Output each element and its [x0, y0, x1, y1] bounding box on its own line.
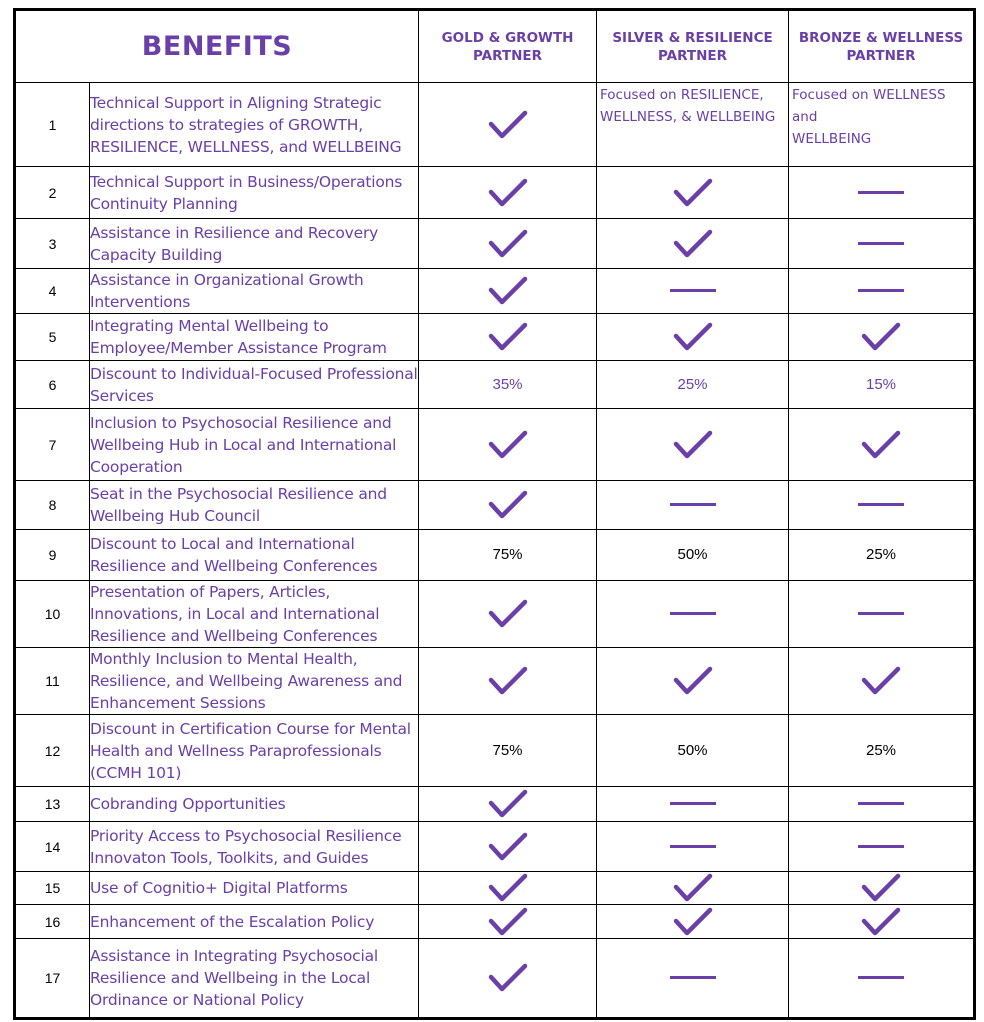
cell-gold [419, 314, 597, 361]
cell-bronze [789, 939, 975, 1019]
row-number: 1 [15, 83, 90, 167]
check-icon [861, 429, 901, 461]
cell-silver [597, 530, 789, 581]
row-number: 10 [15, 581, 90, 648]
cell-gold [419, 787, 597, 822]
benefit-label: Integrating Mental Wellbeing to Employee/Member Assistance Program [90, 314, 419, 361]
discount-value: 35% [492, 375, 523, 393]
benefits-body [15, 83, 975, 1019]
tier-silver-header: SILVER & RESILIENCE PARTNER [597, 10, 789, 83]
cell-bronze [789, 481, 975, 530]
discount-value: 50% [677, 741, 708, 759]
cell-silver [597, 167, 789, 219]
row-number: 5 [15, 314, 90, 361]
table-row [15, 83, 975, 167]
check-icon [673, 228, 713, 260]
benefit-label: Use of Cognitio+ Digital Platforms [90, 872, 419, 905]
dash-icon [670, 802, 716, 805]
row-number: 14 [15, 822, 90, 872]
discount-value: 75% [492, 741, 523, 759]
cell-silver [597, 648, 789, 715]
benefit-label: Discount in Certification Course for Mental Health and Wellness Paraprofessionals (CCMH 101) [90, 715, 419, 787]
check-icon [488, 275, 528, 307]
discount-value: 25% [866, 546, 897, 563]
check-icon [673, 872, 713, 904]
cell-gold [419, 530, 597, 581]
check-icon [861, 321, 901, 353]
benefit-label: Discount to Local and International Resilience and Wellbeing Conferences [90, 530, 419, 581]
cell-silver [597, 219, 789, 269]
benefit-label: Priority Access to Psychosocial Resilience Innovaton Tools, Toolkits, and Guides [90, 822, 419, 872]
cell-bronze [789, 822, 975, 872]
benefit-label: Technical Support in Business/Operations Continuity Planning [90, 167, 419, 219]
row-number: 2 [15, 167, 90, 219]
benefit-label: Technical Support in Aligning Strategic directions to strategies of GROWTH, RESILIENCE, WELLNESS, and WELLBEING [90, 83, 419, 167]
benefit-label: Seat in the Psychosocial Resilience and Wellbeing Hub Council [90, 481, 419, 530]
cell-gold [419, 939, 597, 1019]
table-row [15, 715, 975, 787]
cell-gold [419, 905, 597, 939]
dash-icon [858, 802, 904, 805]
cell-silver [597, 269, 789, 314]
dash-icon [670, 289, 716, 292]
dash-icon [858, 612, 904, 615]
cell-bronze [789, 581, 975, 648]
check-icon [488, 429, 528, 461]
table-row [15, 314, 975, 361]
cell-bronze [789, 715, 975, 787]
check-icon [861, 906, 901, 938]
check-icon [488, 177, 528, 209]
dash-icon [670, 976, 716, 979]
row-number: 16 [15, 905, 90, 939]
check-icon [488, 665, 528, 697]
row-number: 8 [15, 481, 90, 530]
row-number: 4 [15, 269, 90, 314]
check-icon [488, 962, 528, 994]
table-row [15, 269, 975, 314]
cell-bronze [789, 530, 975, 581]
dash-icon [670, 612, 716, 615]
cell-gold [419, 822, 597, 872]
table-row [15, 409, 975, 481]
check-icon [488, 788, 528, 820]
table-row [15, 648, 975, 715]
check-icon [673, 321, 713, 353]
discount-value: 50% [677, 546, 708, 563]
cell-gold [419, 581, 597, 648]
cell-silver [597, 361, 789, 409]
dash-icon [858, 503, 904, 506]
benefit-label: Enhancement of the Escalation Policy [90, 905, 419, 939]
dash-icon [858, 242, 904, 245]
row-number: 12 [15, 715, 90, 787]
focus-note: Focused on RESILIENCE, WELLNESS, & WELLBEING [600, 87, 776, 125]
dash-icon [858, 191, 904, 194]
check-icon [488, 321, 528, 353]
row-number: 11 [15, 648, 90, 715]
row-number: 13 [15, 787, 90, 822]
table-row [15, 872, 975, 905]
cell-gold [419, 219, 597, 269]
row-number: 7 [15, 409, 90, 481]
benefit-label: Cobranding Opportunities [90, 787, 419, 822]
cell-silver [597, 314, 789, 361]
discount-value: 15% [866, 375, 897, 393]
discount-value: 25% [677, 375, 708, 393]
cell-bronze [789, 409, 975, 481]
cell-silver [597, 481, 789, 530]
benefit-label: Presentation of Papers, Articles, Innovations, in Local and International Resilience and Wellbeing Conferences [90, 581, 419, 648]
row-number: 9 [15, 530, 90, 581]
benefit-label: Monthly Inclusion to Mental Health, Resilience, and Wellbeing Awareness and Enhancement Sessions [90, 648, 419, 715]
benefit-label: Inclusion to Psychosocial Resilience and Wellbeing Hub in Local and International Cooperation [90, 409, 419, 481]
dash-icon [670, 503, 716, 506]
page-title: BENEFITS [141, 31, 293, 62]
discount-value: 25% [866, 741, 897, 759]
table-row [15, 530, 975, 581]
cell-silver [597, 409, 789, 481]
cell-gold [419, 715, 597, 787]
focus-note: Focused on WELLNESS and WELLBEING [792, 87, 946, 147]
cell-bronze [789, 269, 975, 314]
dash-icon [858, 845, 904, 848]
benefit-label: Assistance in Organizational Growth Interventions [90, 269, 419, 314]
table-row [15, 361, 975, 409]
check-icon [673, 665, 713, 697]
check-icon [488, 831, 528, 863]
table-row [15, 581, 975, 648]
cell-gold [419, 648, 597, 715]
cell-bronze [789, 872, 975, 905]
check-icon [488, 228, 528, 260]
benefit-label: Discount to Individual-Focused Professional Services [90, 361, 419, 409]
table-row [15, 167, 975, 219]
table-row [15, 219, 975, 269]
table-row [15, 822, 975, 872]
cell-gold [419, 361, 597, 409]
cell-bronze [789, 219, 975, 269]
row-number: 3 [15, 219, 90, 269]
table-row [15, 787, 975, 822]
cell-silver [597, 872, 789, 905]
table-row [15, 939, 975, 1019]
cell-bronze [789, 648, 975, 715]
cell-bronze [789, 167, 975, 219]
check-icon [488, 489, 528, 521]
benefit-label: Assistance in Integrating Psychosocial Resilience and Wellbeing in the Local Ordinance or National Policy [90, 939, 419, 1019]
cell-silver [597, 822, 789, 872]
cell-gold [419, 167, 597, 219]
check-icon [673, 177, 713, 209]
check-icon [488, 598, 528, 630]
dash-icon [858, 976, 904, 979]
benefit-label: Assistance in Resilience and Recovery Capacity Building [90, 219, 419, 269]
check-icon [861, 665, 901, 697]
cell-gold [419, 83, 597, 167]
cell-silver [597, 715, 789, 787]
dash-icon [858, 289, 904, 292]
row-number: 6 [15, 361, 90, 409]
cell-silver [597, 939, 789, 1019]
table-row [15, 481, 975, 530]
check-icon [488, 109, 528, 141]
cell-gold [419, 269, 597, 314]
row-number: 17 [15, 939, 90, 1019]
check-icon [673, 429, 713, 461]
tier-bronze-header: BRONZE & WELLNESS PARTNER [789, 10, 975, 83]
discount-value: 75% [492, 546, 523, 563]
benefits-table [13, 8, 976, 1020]
cell-silver [597, 83, 789, 167]
header-row [15, 10, 975, 83]
cell-gold [419, 481, 597, 530]
check-icon [488, 872, 528, 904]
check-icon [861, 872, 901, 904]
cell-silver [597, 581, 789, 648]
cell-bronze [789, 83, 975, 167]
cell-bronze [789, 905, 975, 939]
tier-gold-header: GOLD & GROWTH PARTNER [419, 10, 597, 83]
cell-bronze [789, 314, 975, 361]
check-icon [673, 906, 713, 938]
cell-gold [419, 409, 597, 481]
cell-gold [419, 872, 597, 905]
cell-silver [597, 905, 789, 939]
cell-bronze [789, 361, 975, 409]
cell-bronze [789, 787, 975, 822]
row-number: 15 [15, 872, 90, 905]
table-row [15, 905, 975, 939]
dash-icon [670, 845, 716, 848]
cell-silver [597, 787, 789, 822]
title-cell [15, 10, 419, 83]
check-icon [488, 906, 528, 938]
